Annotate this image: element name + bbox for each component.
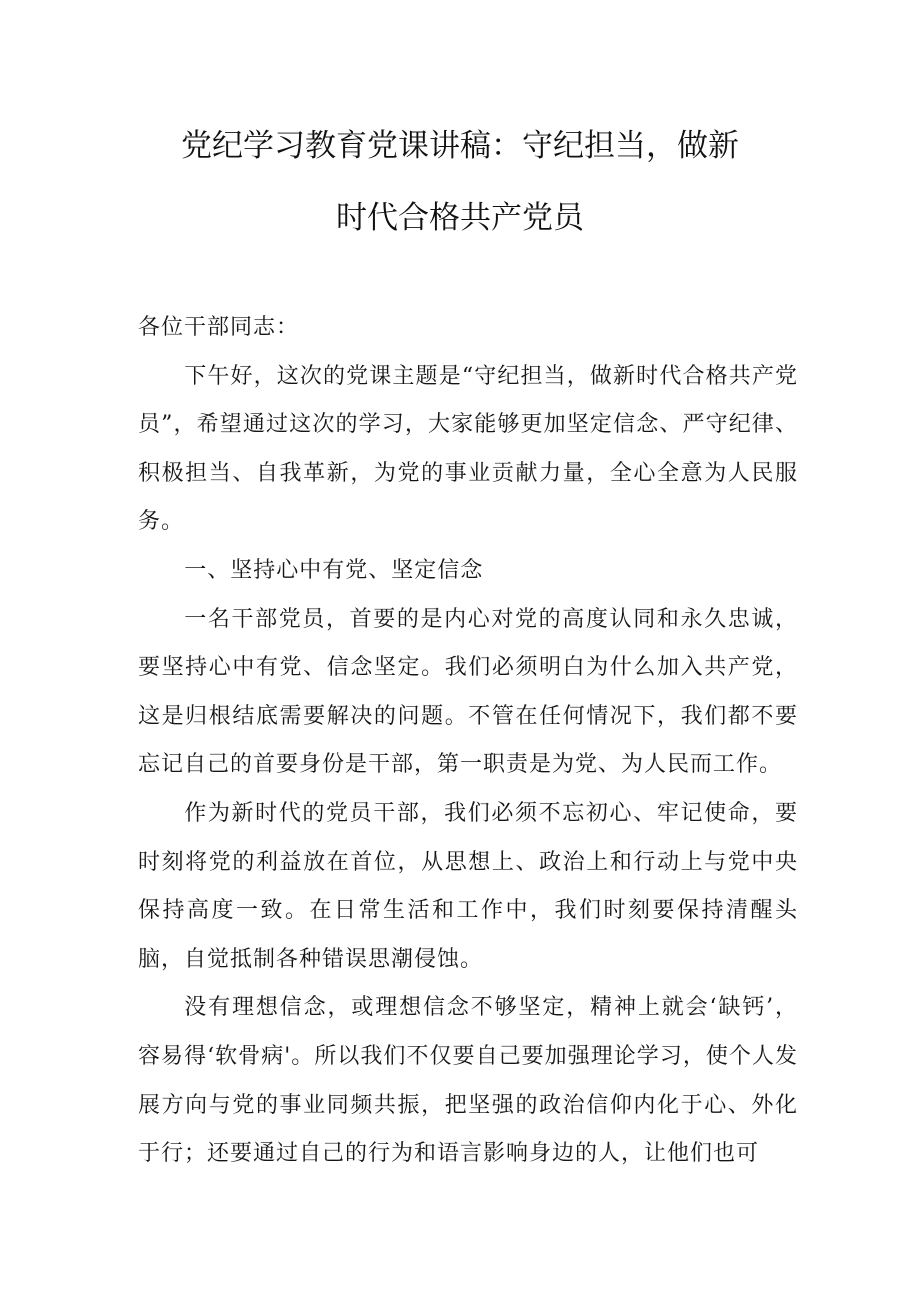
paragraph: 没有理想信念，或理想信念不够坚定，精神上就会‘缺钙’，容易得‘软骨病'。所以我们不仅要自己要加强理论学习，使个人发展方向与党的事业同频共振，把坚强的政治信仰内化于心、外化于行；还要通过自己的行为和语言影响身边的人，让他们也可 xyxy=(138,995,798,1167)
salutation: 各位干部同志： xyxy=(138,315,300,340)
document-title-line-2: 时代合格共产党员 xyxy=(336,200,584,236)
section-heading-1: 一、坚持心中有党、坚定信念 xyxy=(184,557,484,583)
paragraph-greeting: 下午好，这次的党课主题是“守纪担当，做新时代合格共产党员”，希望通过这次的学习，大家能够更加坚定信念、严守纪律、积极担当、自我革新，为党的事业贡献力量，全心全意为人民服务。 xyxy=(138,363,798,535)
document-title-line-1: 党纪学习教育党课讲稿：守纪担当，做新 xyxy=(181,128,739,164)
paragraph: 作为新时代的党员干部，我们必须不忘初心、牢记使命，要时刻将党的利益放在首位，从思想上、政治上和行动上与党中央保持高度一致。在日常生活和工作中，我们时刻要保持清醒头脑，自觉抵制各种错误思潮侵蚀。 xyxy=(138,800,798,972)
document-body xyxy=(138,304,798,1179)
paragraph: 一名干部党员，首要的是内心对党的高度认同和永久忠诚，要坚持心中有党、信念坚定。我们必须明白为什么加入共产党，这是归根结底需要解决的问题。不管在任何情况下，我们都不要忘记自己的首要身份是干部，第一职责是为党、为人民而工作。 xyxy=(138,606,798,778)
